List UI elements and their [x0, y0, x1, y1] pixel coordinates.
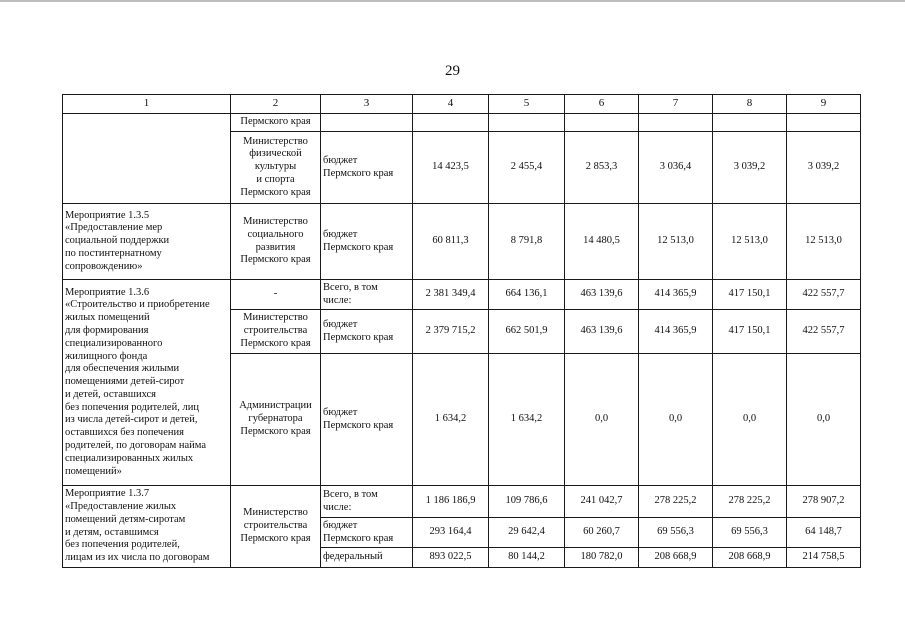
value-cell: 662 501,9 — [489, 310, 565, 354]
activity-cell: Мероприятие 1.3.6 «Строительство и приобретение жилых помещений для формирования специализированного жилищного фонда для обеспечения жилыми помещениями детей-сирот и детей, оставшихся без попечения родителей, лиц из числа детей-сирот и детей, оставшихся без попечения родителей, по договорам найма специализированных жилых помещений» — [63, 280, 231, 486]
value-cell: 12 513,0 — [639, 204, 713, 280]
value-cell: 180 782,0 — [565, 548, 639, 568]
value-cell: 278 225,2 — [713, 486, 787, 518]
value-cell: 417 150,1 — [713, 310, 787, 354]
header-cell: 3 — [321, 95, 413, 114]
table-row — [63, 114, 861, 132]
value-cell: 463 139,6 — [565, 280, 639, 310]
value-cell: 64 148,7 — [787, 518, 861, 548]
value-cell — [787, 114, 861, 132]
source-cell: бюджет Пермского края — [321, 354, 413, 486]
header-cell: 1 — [63, 95, 231, 114]
header-cell: 8 — [713, 95, 787, 114]
value-cell — [565, 114, 639, 132]
source-cell: Всего, в том числе: — [321, 486, 413, 518]
value-cell: 664 136,1 — [489, 280, 565, 310]
value-cell: 293 164,4 — [413, 518, 489, 548]
value-cell: 422 557,7 — [787, 280, 861, 310]
executor-cell: Министерство строительства Пермского края — [231, 486, 321, 568]
header-cell: 5 — [489, 95, 565, 114]
value-cell: 0,0 — [639, 354, 713, 486]
source-cell — [321, 114, 413, 132]
value-cell: 417 150,1 — [713, 280, 787, 310]
activity-cell: Мероприятие 1.3.5 «Предоставление мер социальной поддержки по постинтернатному сопровождению» — [63, 204, 231, 280]
header-cell: 6 — [565, 95, 639, 114]
executor-cell: Министерство социального развития Пермского края — [231, 204, 321, 280]
value-cell: 463 139,6 — [565, 310, 639, 354]
value-cell: 214 758,5 — [787, 548, 861, 568]
value-cell: 0,0 — [713, 354, 787, 486]
value-cell: 60 260,7 — [565, 518, 639, 548]
executor-cell: - — [231, 280, 321, 310]
value-cell: 422 557,7 — [787, 310, 861, 354]
executor-cell: Министерство физической культуры и спорта Пермского края — [231, 132, 321, 204]
value-cell — [489, 114, 565, 132]
header-cell: 4 — [413, 95, 489, 114]
scan-edge-line — [0, 0, 905, 2]
table-row — [63, 486, 861, 518]
page-number: 29 — [445, 63, 460, 79]
table-header-row — [63, 95, 861, 114]
value-cell: 208 668,9 — [639, 548, 713, 568]
value-cell: 60 811,3 — [413, 204, 489, 280]
header-cell: 9 — [787, 95, 861, 114]
value-cell — [713, 114, 787, 132]
value-cell: 12 513,0 — [713, 204, 787, 280]
value-cell: 1 634,2 — [413, 354, 489, 486]
value-cell — [639, 114, 713, 132]
executor-cell: Администрации губернатора Пермского края — [231, 354, 321, 486]
value-cell: 14 423,5 — [413, 132, 489, 204]
value-cell: 1 634,2 — [489, 354, 565, 486]
source-cell: бюджет Пермского края — [321, 132, 413, 204]
value-cell: 12 513,0 — [787, 204, 861, 280]
value-cell: 0,0 — [565, 354, 639, 486]
executor-cell: Министерство строительства Пермского края — [231, 310, 321, 354]
value-cell: 1 186 186,9 — [413, 486, 489, 518]
source-cell: бюджет Пермского края — [321, 310, 413, 354]
value-cell: 2 379 715,2 — [413, 310, 489, 354]
value-cell: 3 039,2 — [787, 132, 861, 204]
activity-cell: Мероприятие 1.3.7 «Предоставление жилых помещений детям-сиротам и детям, оставшимся без попечения родителей, лицам из их числа по договорам — [63, 486, 231, 568]
value-cell: 208 668,9 — [713, 548, 787, 568]
executor-cell: Пермского края — [231, 114, 321, 132]
value-cell: 278 225,2 — [639, 486, 713, 518]
value-cell: 2 853,3 — [565, 132, 639, 204]
value-cell: 29 642,4 — [489, 518, 565, 548]
header-cell: 7 — [639, 95, 713, 114]
value-cell: 414 365,9 — [639, 280, 713, 310]
value-cell: 278 907,2 — [787, 486, 861, 518]
value-cell: 3 036,4 — [639, 132, 713, 204]
value-cell: 8 791,8 — [489, 204, 565, 280]
value-cell: 3 039,2 — [713, 132, 787, 204]
table-row — [63, 280, 861, 310]
activity-cell — [63, 114, 231, 204]
value-cell: 2 455,4 — [489, 132, 565, 204]
value-cell: 80 144,2 — [489, 548, 565, 568]
source-cell: бюджет Пермского края — [321, 204, 413, 280]
value-cell: 14 480,5 — [565, 204, 639, 280]
value-cell: 241 042,7 — [565, 486, 639, 518]
source-cell: федеральный — [321, 548, 413, 568]
table-row — [63, 204, 861, 280]
source-cell: Всего, в том числе: — [321, 280, 413, 310]
value-cell: 69 556,3 — [713, 518, 787, 548]
source-cell: бюджет Пермского края — [321, 518, 413, 548]
value-cell: 0,0 — [787, 354, 861, 486]
value-cell: 893 022,5 — [413, 548, 489, 568]
value-cell: 109 786,6 — [489, 486, 565, 518]
value-cell: 2 381 349,4 — [413, 280, 489, 310]
header-cell: 2 — [231, 95, 321, 114]
value-cell: 69 556,3 — [639, 518, 713, 548]
budget-table — [62, 94, 861, 568]
value-cell: 414 365,9 — [639, 310, 713, 354]
value-cell — [413, 114, 489, 132]
